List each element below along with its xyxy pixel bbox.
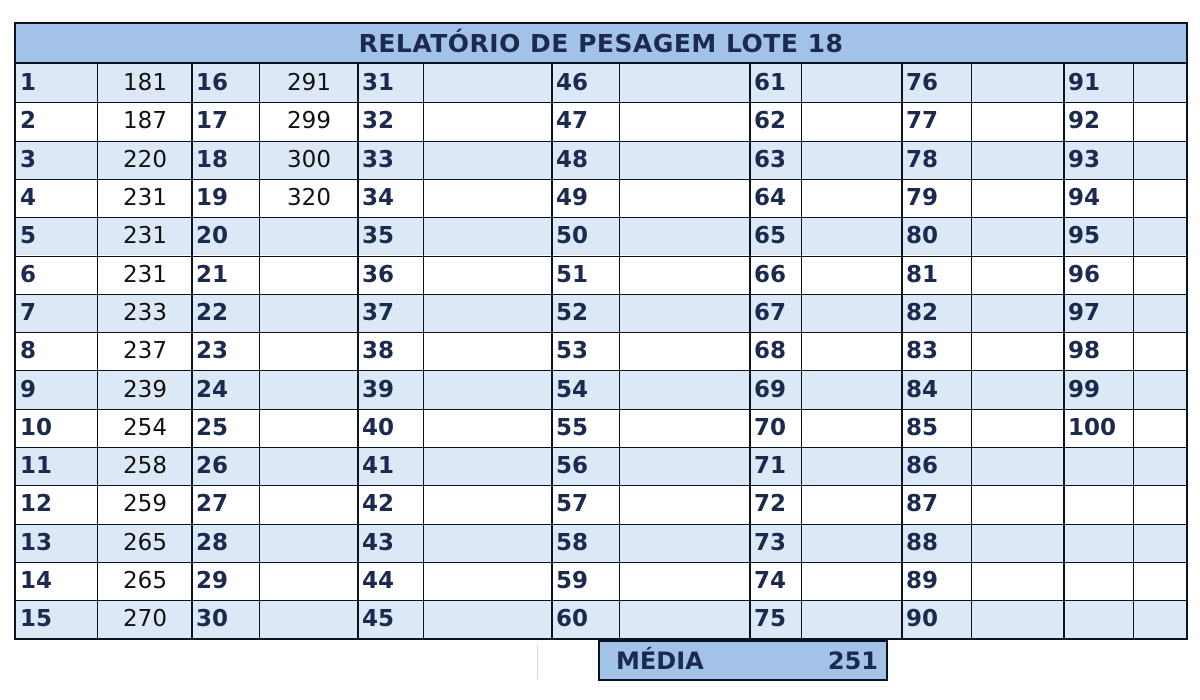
cell-number-21: 21 [196,261,229,288]
cell-weight-8: 237 [123,338,167,365]
cell-weight-9: 239 [98,370,192,408]
cell-number-79: 79 [906,185,939,212]
empty-cell [1064,600,1134,638]
cell-weight-100 [1134,409,1186,447]
cell-weight-94 [1134,179,1186,217]
column-divider [97,64,98,639]
cell-weight-89 [972,562,1064,600]
cell-number-19: 19 [196,185,229,212]
cell-weight-92 [1134,102,1186,140]
cell-number-1: 1 [16,64,98,102]
cell-number-30: 30 [192,600,260,638]
weighing-report-table [14,22,1188,640]
cell-weight-81 [972,256,1064,294]
cell-number-99: 99 [1064,370,1134,408]
cell-weight-91 [1134,64,1186,102]
cell-number-35: 35 [358,217,424,255]
row-divider [16,562,1186,563]
cell-number-25: 25 [196,414,229,441]
cell-number-36: 36 [362,261,395,288]
cell-weight-19: 320 [287,185,331,212]
cell-weight-56 [620,447,750,485]
cell-weight-67 [802,294,902,332]
cell-number-88: 88 [902,524,972,562]
cell-number-55: 55 [556,414,589,441]
cell-number-89: 89 [906,568,939,595]
cell-number-7: 7 [16,294,98,332]
cell-number-40: 40 [362,414,395,441]
cell-weight-1: 181 [98,64,192,102]
cell-number-17: 17 [196,108,229,135]
cell-number-63: 63 [750,141,802,179]
cell-weight-40 [424,409,552,447]
cell-number-71: 71 [750,447,802,485]
cell-weight-23 [260,332,358,370]
cell-weight-20 [260,217,358,255]
cell-weight-78 [972,141,1064,179]
cell-weight-76 [972,64,1064,102]
cell-number-42: 42 [362,491,395,518]
cell-number-46: 46 [552,64,620,102]
cell-weight-72 [802,485,902,523]
report-title: RELATÓRIO DE PESAGEM LOTE 18 [16,24,1186,64]
average-label: MÉDIA [616,646,704,675]
row-divider [16,370,1186,371]
cell-number-33: 33 [358,141,424,179]
cell-weight-50 [620,217,750,255]
cell-weight-17: 299 [287,108,331,135]
cell-weight-54 [620,370,750,408]
cell-number-78: 78 [902,141,972,179]
cell-number-29: 29 [196,568,229,595]
empty-cell [1064,524,1134,562]
cell-weight-4: 231 [123,185,167,212]
cell-weight-2: 187 [123,108,167,135]
cell-weight-52 [620,294,750,332]
row-divider [16,447,1186,448]
empty-cell [1064,562,1134,600]
cell-number-59: 59 [556,568,589,595]
cell-number-12: 12 [20,491,53,518]
cell-number-62: 62 [754,108,787,135]
cell-weight-38 [424,332,552,370]
cell-weight-45 [424,600,552,638]
cell-weight-55 [620,409,750,447]
cell-number-44: 44 [362,568,395,595]
row-divider [16,485,1186,486]
cell-weight-41 [424,447,552,485]
cell-number-54: 54 [552,370,620,408]
cell-number-14: 14 [20,568,53,595]
cell-number-95: 95 [1064,217,1134,255]
column-divider [259,64,260,639]
cell-number-68: 68 [754,338,787,365]
column-divider [901,64,903,639]
cell-weight-29 [260,562,358,600]
average-box [598,640,888,681]
cell-weight-85 [972,409,1064,447]
cell-number-3: 3 [16,141,98,179]
cell-number-27: 27 [196,491,229,518]
cell-number-65: 65 [750,217,802,255]
cell-number-50: 50 [552,217,620,255]
cell-number-69: 69 [750,370,802,408]
row-divider [16,332,1186,333]
cell-number-80: 80 [902,217,972,255]
cell-weight-75 [802,600,902,638]
cell-number-85: 85 [906,414,939,441]
empty-cell [1134,600,1186,638]
cell-weight-51 [620,256,750,294]
row-divider [16,217,1186,218]
cell-weight-73 [802,524,902,562]
column-divider [971,64,972,639]
cell-weight-5: 231 [98,217,192,255]
cell-number-34: 34 [362,185,395,212]
cell-weight-97 [1134,294,1186,332]
cell-number-51: 51 [556,261,589,288]
column-divider [191,64,193,639]
cell-weight-83 [972,332,1064,370]
cell-number-64: 64 [754,185,787,212]
cell-weight-71 [802,447,902,485]
cell-number-28: 28 [192,524,260,562]
cell-weight-34 [424,179,552,217]
cell-number-100: 100 [1068,414,1117,441]
cell-weight-96 [1134,256,1186,294]
cell-number-16: 16 [192,64,260,102]
cell-number-66: 66 [754,261,787,288]
cell-weight-46 [620,64,750,102]
column-divider [619,64,620,639]
cell-weight-82 [972,294,1064,332]
cell-weight-48 [620,141,750,179]
cell-number-90: 90 [902,600,972,638]
cell-number-75: 75 [750,600,802,638]
cell-weight-15: 270 [98,600,192,638]
cell-number-37: 37 [358,294,424,332]
cell-weight-7: 233 [98,294,192,332]
cell-weight-59 [620,562,750,600]
cell-number-93: 93 [1064,141,1134,179]
cell-weight-16: 291 [260,64,358,102]
cell-number-86: 86 [902,447,972,485]
cell-weight-10: 254 [123,414,167,441]
cell-weight-11: 258 [98,447,192,485]
cell-number-4: 4 [20,185,37,212]
cell-number-70: 70 [754,414,787,441]
cell-weight-63 [802,141,902,179]
cell-number-72: 72 [754,491,787,518]
cell-number-24: 24 [192,370,260,408]
cell-number-10: 10 [20,414,53,441]
cell-number-96: 96 [1068,261,1101,288]
column-divider [801,64,802,639]
cell-number-8: 8 [20,338,37,365]
cell-number-5: 5 [16,217,98,255]
cell-weight-6: 231 [123,261,167,288]
cell-number-97: 97 [1064,294,1134,332]
cell-weight-49 [620,179,750,217]
cell-number-47: 47 [556,108,589,135]
cell-weight-36 [424,256,552,294]
cell-weight-31 [424,64,552,102]
cell-weight-88 [972,524,1064,562]
empty-cell [1134,562,1186,600]
cell-weight-33 [424,141,552,179]
cell-weight-74 [802,562,902,600]
cell-weight-57 [620,485,750,523]
cell-weight-22 [260,294,358,332]
cell-weight-69 [802,370,902,408]
cell-number-76: 76 [902,64,972,102]
row-divider [16,256,1186,257]
cell-weight-13: 265 [98,524,192,562]
cell-weight-58 [620,524,750,562]
column-divider [423,64,424,639]
cell-weight-37 [424,294,552,332]
cell-weight-30 [260,600,358,638]
cell-number-11: 11 [16,447,98,485]
cell-weight-80 [972,217,1064,255]
average-value: 251 [827,646,878,675]
cell-number-81: 81 [906,261,939,288]
cell-weight-14: 265 [123,568,167,595]
cell-number-94: 94 [1068,185,1101,212]
cell-number-18: 18 [192,141,260,179]
row-divider [16,179,1186,180]
cell-weight-32 [424,102,552,140]
cell-weight-47 [620,102,750,140]
column-divider [1063,64,1065,639]
faint-divider [537,645,538,679]
cell-number-15: 15 [16,600,98,638]
cell-number-45: 45 [358,600,424,638]
cell-weight-43 [424,524,552,562]
cell-number-52: 52 [552,294,620,332]
empty-cell [1064,485,1134,523]
cell-weight-62 [802,102,902,140]
cell-weight-99 [1134,370,1186,408]
cell-weight-28 [260,524,358,562]
cell-weight-66 [802,256,902,294]
cell-weight-3: 220 [98,141,192,179]
cell-number-82: 82 [902,294,972,332]
cell-weight-12: 259 [123,491,167,518]
cell-number-57: 57 [556,491,589,518]
row-divider [16,141,1186,142]
cell-number-32: 32 [362,108,395,135]
cell-number-13: 13 [16,524,98,562]
column-divider [749,64,751,639]
cell-weight-18: 300 [260,141,358,179]
cell-number-43: 43 [358,524,424,562]
cell-number-77: 77 [906,108,939,135]
cell-weight-77 [972,102,1064,140]
cell-number-53: 53 [556,338,589,365]
cell-number-23: 23 [196,338,229,365]
cell-weight-93 [1134,141,1186,179]
empty-cell [1134,485,1186,523]
cell-number-73: 73 [750,524,802,562]
cell-number-2: 2 [20,108,37,135]
column-divider [1133,64,1134,639]
cell-number-67: 67 [750,294,802,332]
cell-number-31: 31 [358,64,424,102]
cell-number-22: 22 [192,294,260,332]
cell-weight-87 [972,485,1064,523]
cell-number-61: 61 [750,64,802,102]
cell-weight-24 [260,370,358,408]
cell-weight-84 [972,370,1064,408]
cell-number-83: 83 [906,338,939,365]
cell-number-38: 38 [362,338,395,365]
cell-number-87: 87 [906,491,939,518]
cell-number-56: 56 [552,447,620,485]
cell-weight-21 [260,256,358,294]
cell-weight-42 [424,485,552,523]
cell-number-58: 58 [552,524,620,562]
cell-weight-53 [620,332,750,370]
cell-number-60: 60 [552,600,620,638]
cell-number-41: 41 [358,447,424,485]
cell-number-98: 98 [1068,338,1101,365]
cell-weight-27 [260,485,358,523]
cell-number-48: 48 [552,141,620,179]
cell-weight-39 [424,370,552,408]
cell-weight-86 [972,447,1064,485]
cell-weight-79 [972,179,1064,217]
cell-weight-61 [802,64,902,102]
row-divider [16,294,1186,295]
cell-number-84: 84 [902,370,972,408]
empty-cell [1134,447,1186,485]
row-divider [16,102,1186,103]
cell-weight-44 [424,562,552,600]
cell-weight-90 [972,600,1064,638]
cell-weight-70 [802,409,902,447]
cell-number-92: 92 [1068,108,1101,135]
row-divider [16,600,1186,601]
row-divider [16,409,1186,410]
cell-weight-60 [620,600,750,638]
row-divider [16,524,1186,525]
cell-weight-35 [424,217,552,255]
empty-cell [1064,447,1134,485]
cell-number-26: 26 [192,447,260,485]
cell-weight-98 [1134,332,1186,370]
cell-number-39: 39 [358,370,424,408]
cell-weight-95 [1134,217,1186,255]
cell-weight-68 [802,332,902,370]
cell-number-49: 49 [556,185,589,212]
cell-number-6: 6 [20,261,37,288]
cell-weight-25 [260,409,358,447]
cell-weight-64 [802,179,902,217]
column-divider [551,64,553,639]
cell-weight-65 [802,217,902,255]
cell-weight-26 [260,447,358,485]
cell-number-9: 9 [16,370,98,408]
cell-number-74: 74 [754,568,787,595]
column-divider [357,64,359,639]
cell-number-91: 91 [1064,64,1134,102]
empty-cell [1134,524,1186,562]
cell-number-20: 20 [192,217,260,255]
